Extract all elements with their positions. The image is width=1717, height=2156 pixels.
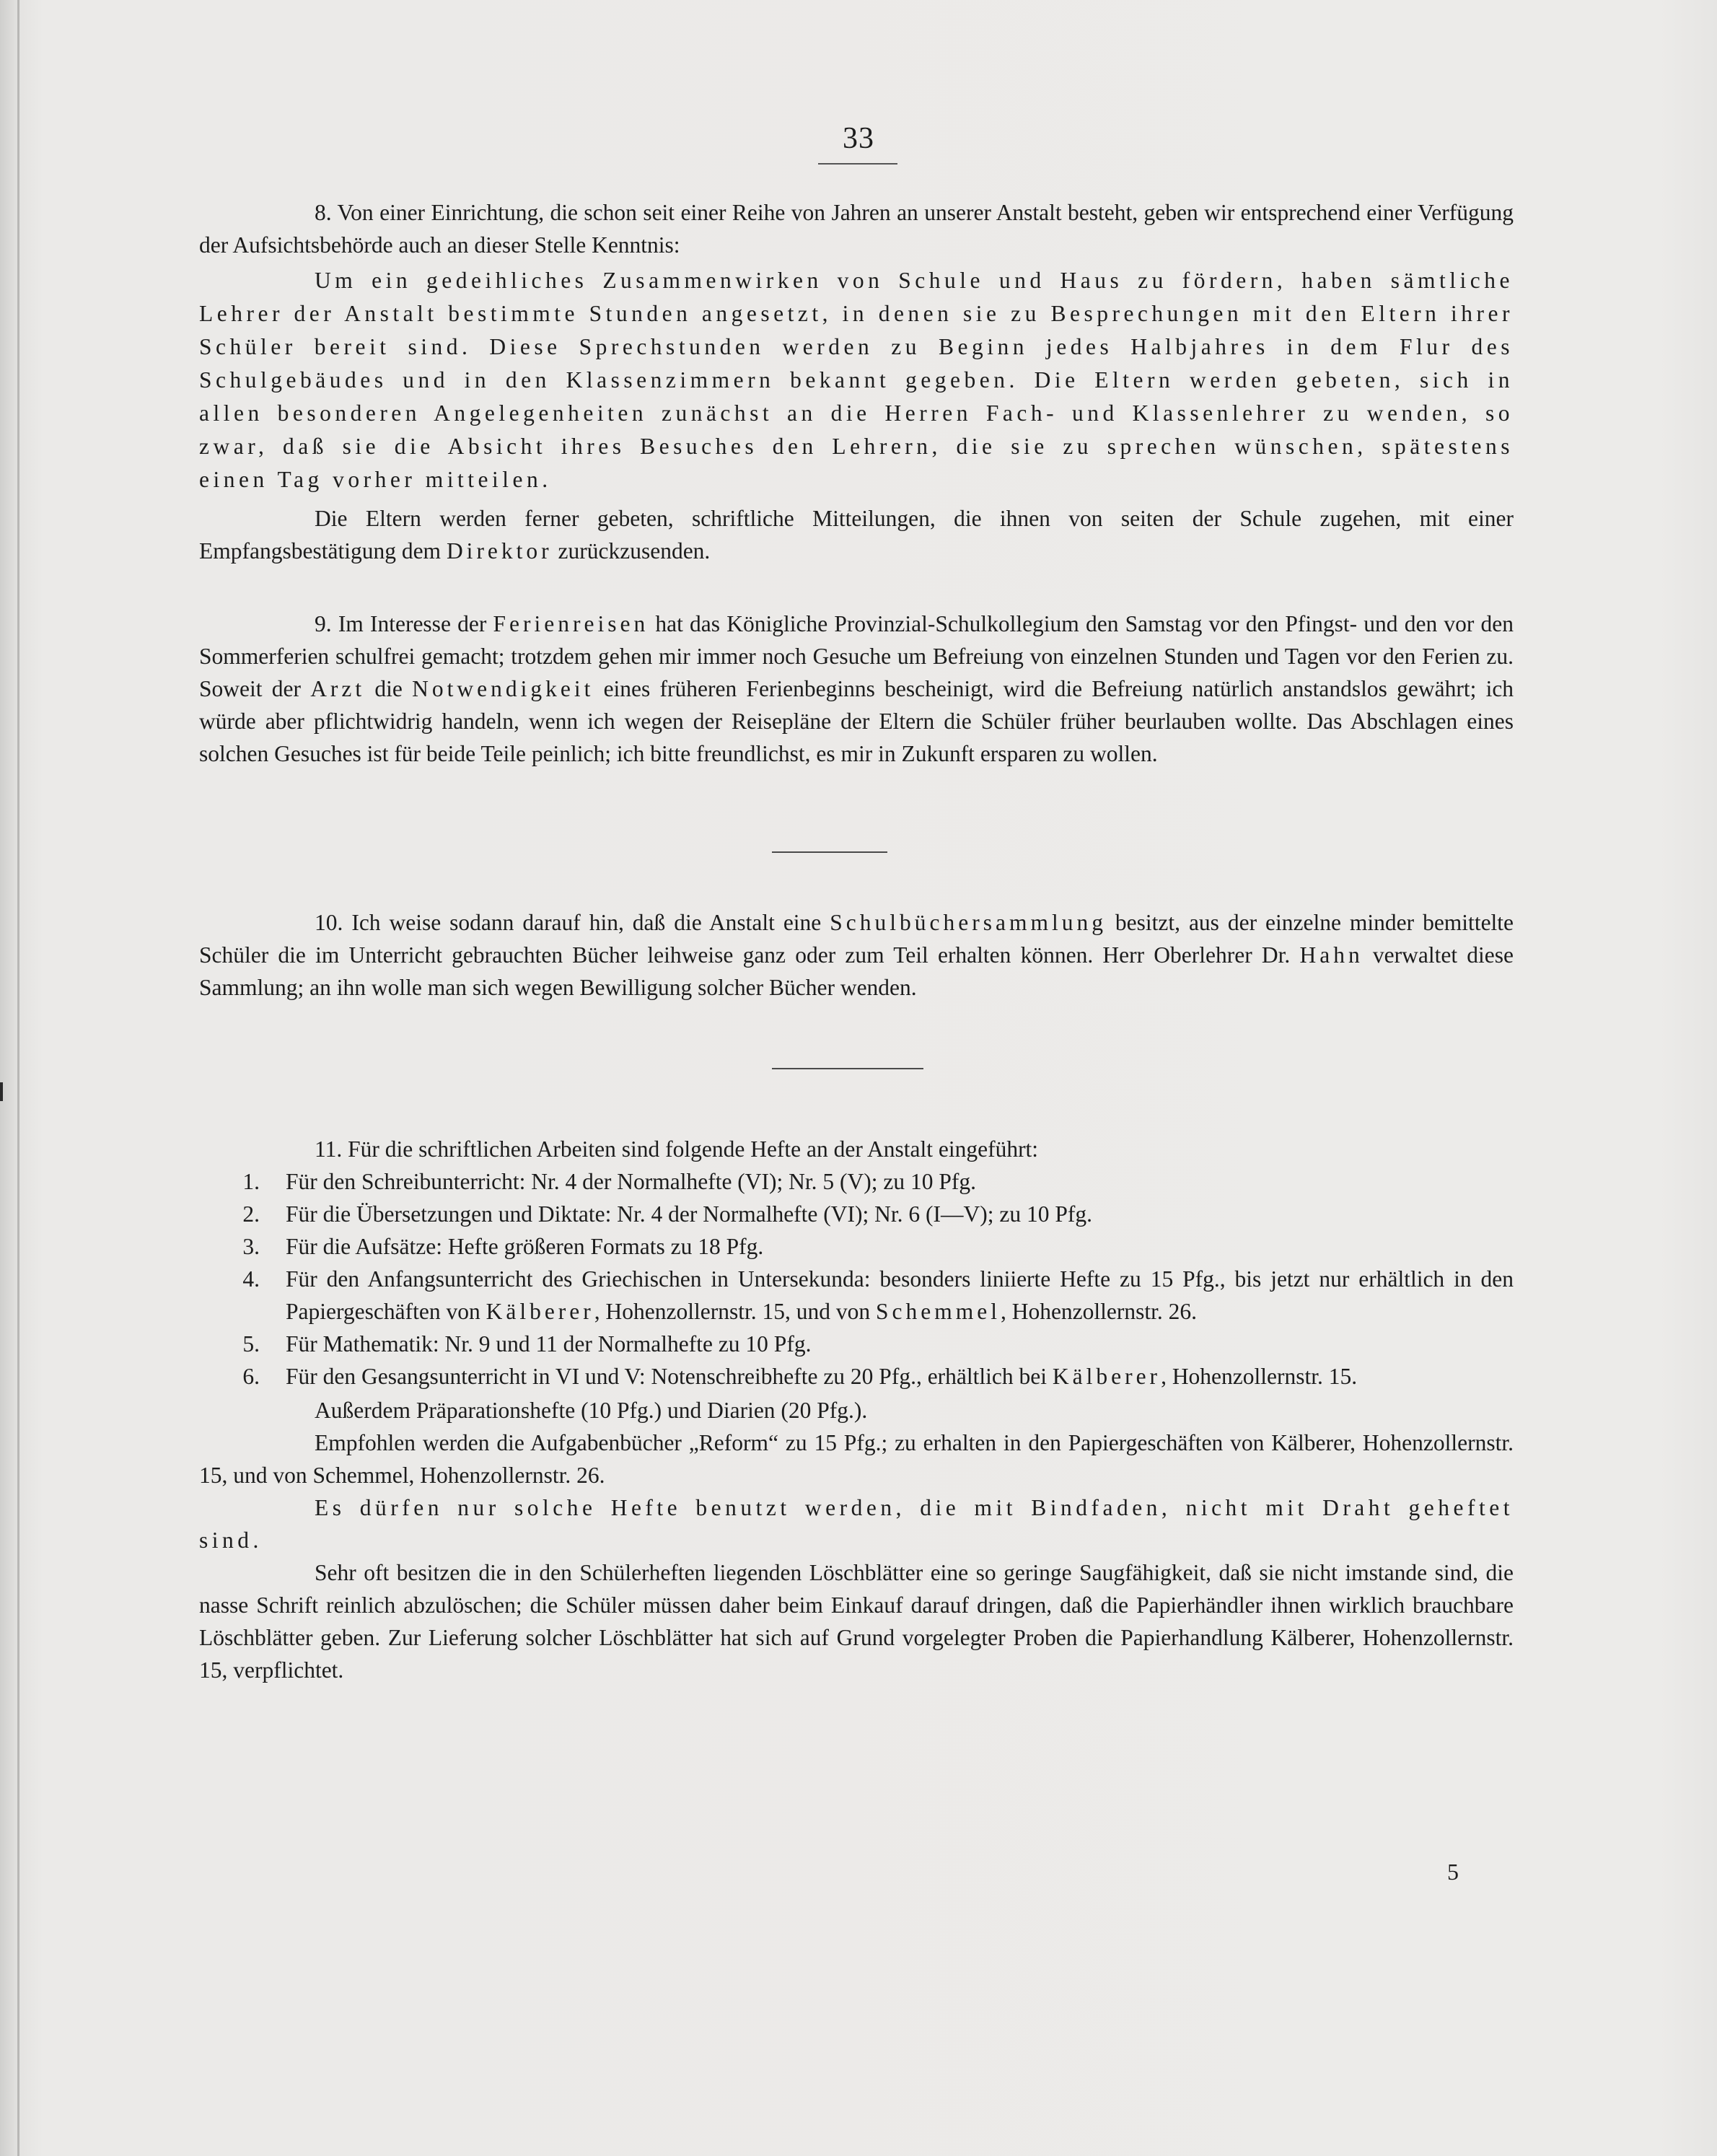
list-item-number: 6. <box>242 1364 260 1389</box>
section-10-text-2: besitzt, aus der einzelne minder bemittelte Schüler die im Unterricht gebrauchten Bücher leihweise ganz oder zum Teil erhalten können. Herr Oberlehrer Dr. <box>199 910 1514 968</box>
section-9 <box>199 608 1514 770</box>
section-10-hahn: Hahn <box>1299 942 1364 968</box>
shop-name-kaelberer: Kälberer <box>1052 1364 1162 1389</box>
list-item-number: 1. <box>242 1169 260 1194</box>
section-10-number: 10. <box>315 910 343 935</box>
section-9-ferienreisen: Ferienreisen <box>493 611 649 636</box>
list-item-text-a: Für den Gesangsunterricht in VI und V: Notenschreibhefte zu 20 Pfg., erhältlich bei <box>286 1364 1047 1389</box>
section-8-intro <box>199 196 1514 261</box>
list-item-text-b: , Hohenzollernstr. 15, und von <box>594 1299 871 1324</box>
section-8-number: 8. <box>315 200 332 225</box>
section-8-director: Direktor <box>446 538 553 564</box>
section-10-schulbuechersammlung: Schulbüchersammlung <box>830 910 1107 935</box>
page-number: 33 <box>843 122 874 155</box>
section-divider <box>772 851 887 853</box>
list-item-text: Für Mathematik: Nr. 9 und 11 der Normalhefte zu 10 Pfg. <box>286 1331 812 1357</box>
section-11-intro <box>199 1133 1514 1165</box>
section-divider <box>772 1068 923 1069</box>
list-item-text <box>286 1263 1514 1328</box>
section-9-text-4: eines früheren Ferienbeginns bescheinigt, wird die Befreiung natürlich anstandslos gewährt; ich würde aber pflichtwidrig handeln, wenn ich wegen der Reisepläne der Eltern die Schüler früher beurlauben wollte. Das Abschlagen eines solchen Gesuches ist für beide Teile peinlich; ich bitte freundlichst, es mir in Zukunft ersparen zu wollen. <box>199 676 1514 766</box>
section-10-paragraph <box>199 906 1514 1004</box>
list-item-text-c: , Hohenzollernstr. 26. <box>1000 1299 1198 1324</box>
section-9-arzt: Arzt <box>310 676 366 701</box>
section-10-text-3: verwaltet diese Sammlung; an ihn wolle man sich wegen Bewilligung solcher Bücher wenden. <box>199 942 1514 1000</box>
section-9-notwendigkeit: Notwendigkeit <box>412 676 594 701</box>
section-9-paragraph <box>199 608 1514 770</box>
section-8-closing-a: Die Eltern werden ferner gebeten, schriftliche Mitteilungen, die ihnen von seiten der Schule zugehen, mit einer Empfangsbestätigung dem <box>199 506 1514 564</box>
gutter-mark <box>0 1082 3 1101</box>
list-item-number: 5. <box>242 1331 260 1357</box>
section-8-consultation-paragraph: Um ein gedeihliches Zusammenwirken von Schule und Haus zu fördern, haben sämtliche Lehrer der Anstalt bestimmte Stunden angesetzt, in denen sie zu Besprechungen mit den Eltern ihrer Schüler bereit sind. Diese Sprechstunden werden zu Beginn jedes Halbjahres in dem Flur des Schulgebäudes und in den Klassenzimmern bekannt gegeben. Die Eltern werden gebeten, sich in allen besonderen Angelegenheiten zunächst an die Herren Fach- und Klassenlehrer zu wenden, so zwar, daß sie die Absicht ihres Besuches den Lehrern, die sie zu sprechen wünschen, spätestens einen Tag vorher mitteilen. <box>199 268 1514 492</box>
list-item-text: Für den Schreibunterricht: Nr. 4 der Normalhefte (VI); Nr. 5 (V); zu 10 Pfg. <box>286 1169 976 1194</box>
list-item-number: 3. <box>242 1234 260 1259</box>
list-item <box>199 1165 1514 1198</box>
list-item-number: 4. <box>242 1266 260 1292</box>
section-9-text-2: hat das Königliche Provinzial-Schulkollegium den Samstag vor den Pfingst- und den vor den Sommerferien schulfrei gemacht; trotzdem gehen mir immer noch Gesuche um Befreiung von einzelnen Stunden und Tagen vor den Ferien zu. Soweit der <box>199 611 1514 701</box>
list-item <box>199 1263 1514 1328</box>
page-number-rule <box>818 163 897 165</box>
list-item-text: Für die Übersetzungen und Diktate: Nr. 4 der Normalhefte (VI); Nr. 6 (I—V); zu 10 Pfg. <box>286 1201 1092 1227</box>
list-item <box>199 1328 1514 1360</box>
section-10 <box>199 906 1514 1004</box>
shop-name-kaelberer: Kälberer <box>486 1299 594 1324</box>
section-9-number: 9. <box>315 611 332 636</box>
binding-rule-paragraph: Es dürfen nur solche Hefte benutzt werden, die mit Bindfaden, nicht mit Draht geheftet sind. <box>199 1495 1514 1553</box>
section-11-number: 11. <box>315 1136 343 1162</box>
list-item-text: Für die Aufsätze: Hefte größeren Formats zu 18 Pfg. <box>286 1234 764 1259</box>
empfohlen-paragraph: Empfohlen werden die Aufgabenbücher „Reform“ zu 15 Pfg.; zu erhalten in den Papiergeschäften von Kälberer, Hohenzollernstr. 15, und von Schemmel, Hohenzollernstr. 26. <box>199 1430 1514 1488</box>
section-8 <box>199 196 1514 567</box>
section-9-text-3: die <box>374 676 403 701</box>
list-item-text <box>286 1360 1514 1393</box>
shop-name-schemmel: Schemmel <box>875 1299 1001 1324</box>
section-8-closing-b: zurückzusenden. <box>558 538 711 564</box>
ausserdem-paragraph: Außerdem Präparationshefte (10 Pfg.) und Diarien (20 Pfg.). <box>315 1398 868 1423</box>
list-item <box>199 1198 1514 1230</box>
section-11-intro-text: Für die schriftlichen Arbeiten sind folgende Hefte an der Anstalt eingeführt: <box>348 1136 1039 1162</box>
section-10-text-1: Ich weise sodann darauf hin, daß die Anstalt eine <box>351 910 822 935</box>
list-item <box>199 1230 1514 1263</box>
binding-gutter <box>17 0 19 2156</box>
list-item-text-a: Für den Anfangsunterricht des Griechischen in Untersekunda: besonders liniierte Hefte zu 15 Pfg., bis jetzt nur erhältlich in den Papiergeschäften von <box>286 1266 1514 1324</box>
section-11 <box>199 1133 1514 1686</box>
section-8-closing <box>199 502 1514 567</box>
list-item <box>199 1360 1514 1393</box>
list-item-text-b: , Hohenzollernstr. 15. <box>1161 1364 1358 1389</box>
blotting-paper-paragraph: Sehr oft besitzen die in den Schülerheften liegenden Löschblätter eine so geringe Saugfähigkeit, daß sie nicht imstande sind, die nasse Schrift reinlich abzulöschen; die Schüler müssen daher beim Einkauf darauf dringen, daß die Papierhändler ihnen wirklich brauchbare Löschblätter geben. Zur Lieferung solcher Löschblätter hat sich auf Grund vorgelegter Proben die Papierhandlung Kälberer, Hohenzollernstr. 15, verpflichtet. <box>199 1560 1514 1683</box>
signature-mark: 5 <box>1447 1859 1459 1885</box>
section-8-intro-text: Von einer Einrichtung, die schon seit einer Reihe von Jahren an unserer Anstalt besteht, geben wir entsprechend einer Verfügung der Aufsichtsbehörde auch an dieser Stelle Kenntnis: <box>199 200 1514 258</box>
section-9-text-1: Im Interesse der <box>338 611 487 636</box>
list-item-number: 2. <box>242 1201 260 1227</box>
